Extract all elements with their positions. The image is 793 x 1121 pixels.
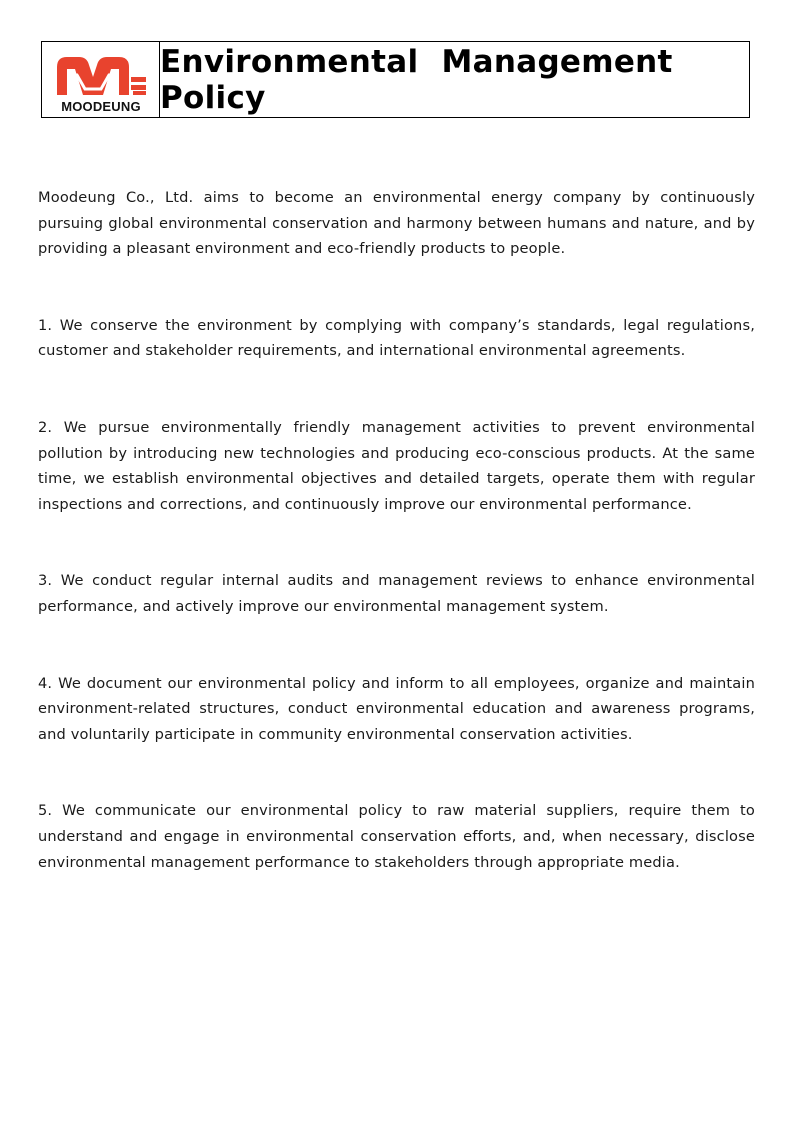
page-title: Environmental Management Policy <box>160 43 673 116</box>
intro-paragraph: Moodeung Co., Ltd. aims to become an environmental energy company by continuously pursuing global environmental conservation and harmony between humans and nature, and by providing a pleasant environment and eco-friendly products to people. <box>38 189 755 258</box>
policy-item-4: 4. We document our environmental policy and inform to all employees, organize and maintain environment-related structures, conduct environmental education and awareness programs, and voluntarily participate in community environmental conservation activities. <box>38 674 755 743</box>
logo-text: MOODEUNG <box>61 99 141 114</box>
policy-item-3: 3. We conduct regular internal audits and management reviews to enhance environmental performance, and actively improve our environmental management system. <box>38 572 755 615</box>
policy-item-5: 5. We communicate our environmental policy to raw material suppliers, require them to understand and engage in environmental conservation efforts, and, when necessary, disclose environmental management performance to stakeholders through appropriate media. <box>38 802 755 871</box>
policy-item-1: 1. We conserve the environment by complying with company’s standards, legal regulations, customer and stakeholder requirements, and international environmental agreements. <box>38 316 755 360</box>
title-cell <box>160 42 749 117</box>
moodeung-logo-icon <box>55 55 147 97</box>
logo <box>42 42 160 117</box>
policy-body <box>38 185 755 926</box>
policy-item-2: 2. We pursue environmentally friendly management activities to prevent environmental pollution by introducing new technologies and producing eco-conscious products. At the same time, we establish environmental objectives and detailed targets, operate them with regular inspections and corrections, and continuously improve our environmental performance. <box>38 418 755 513</box>
document-header <box>41 41 750 118</box>
